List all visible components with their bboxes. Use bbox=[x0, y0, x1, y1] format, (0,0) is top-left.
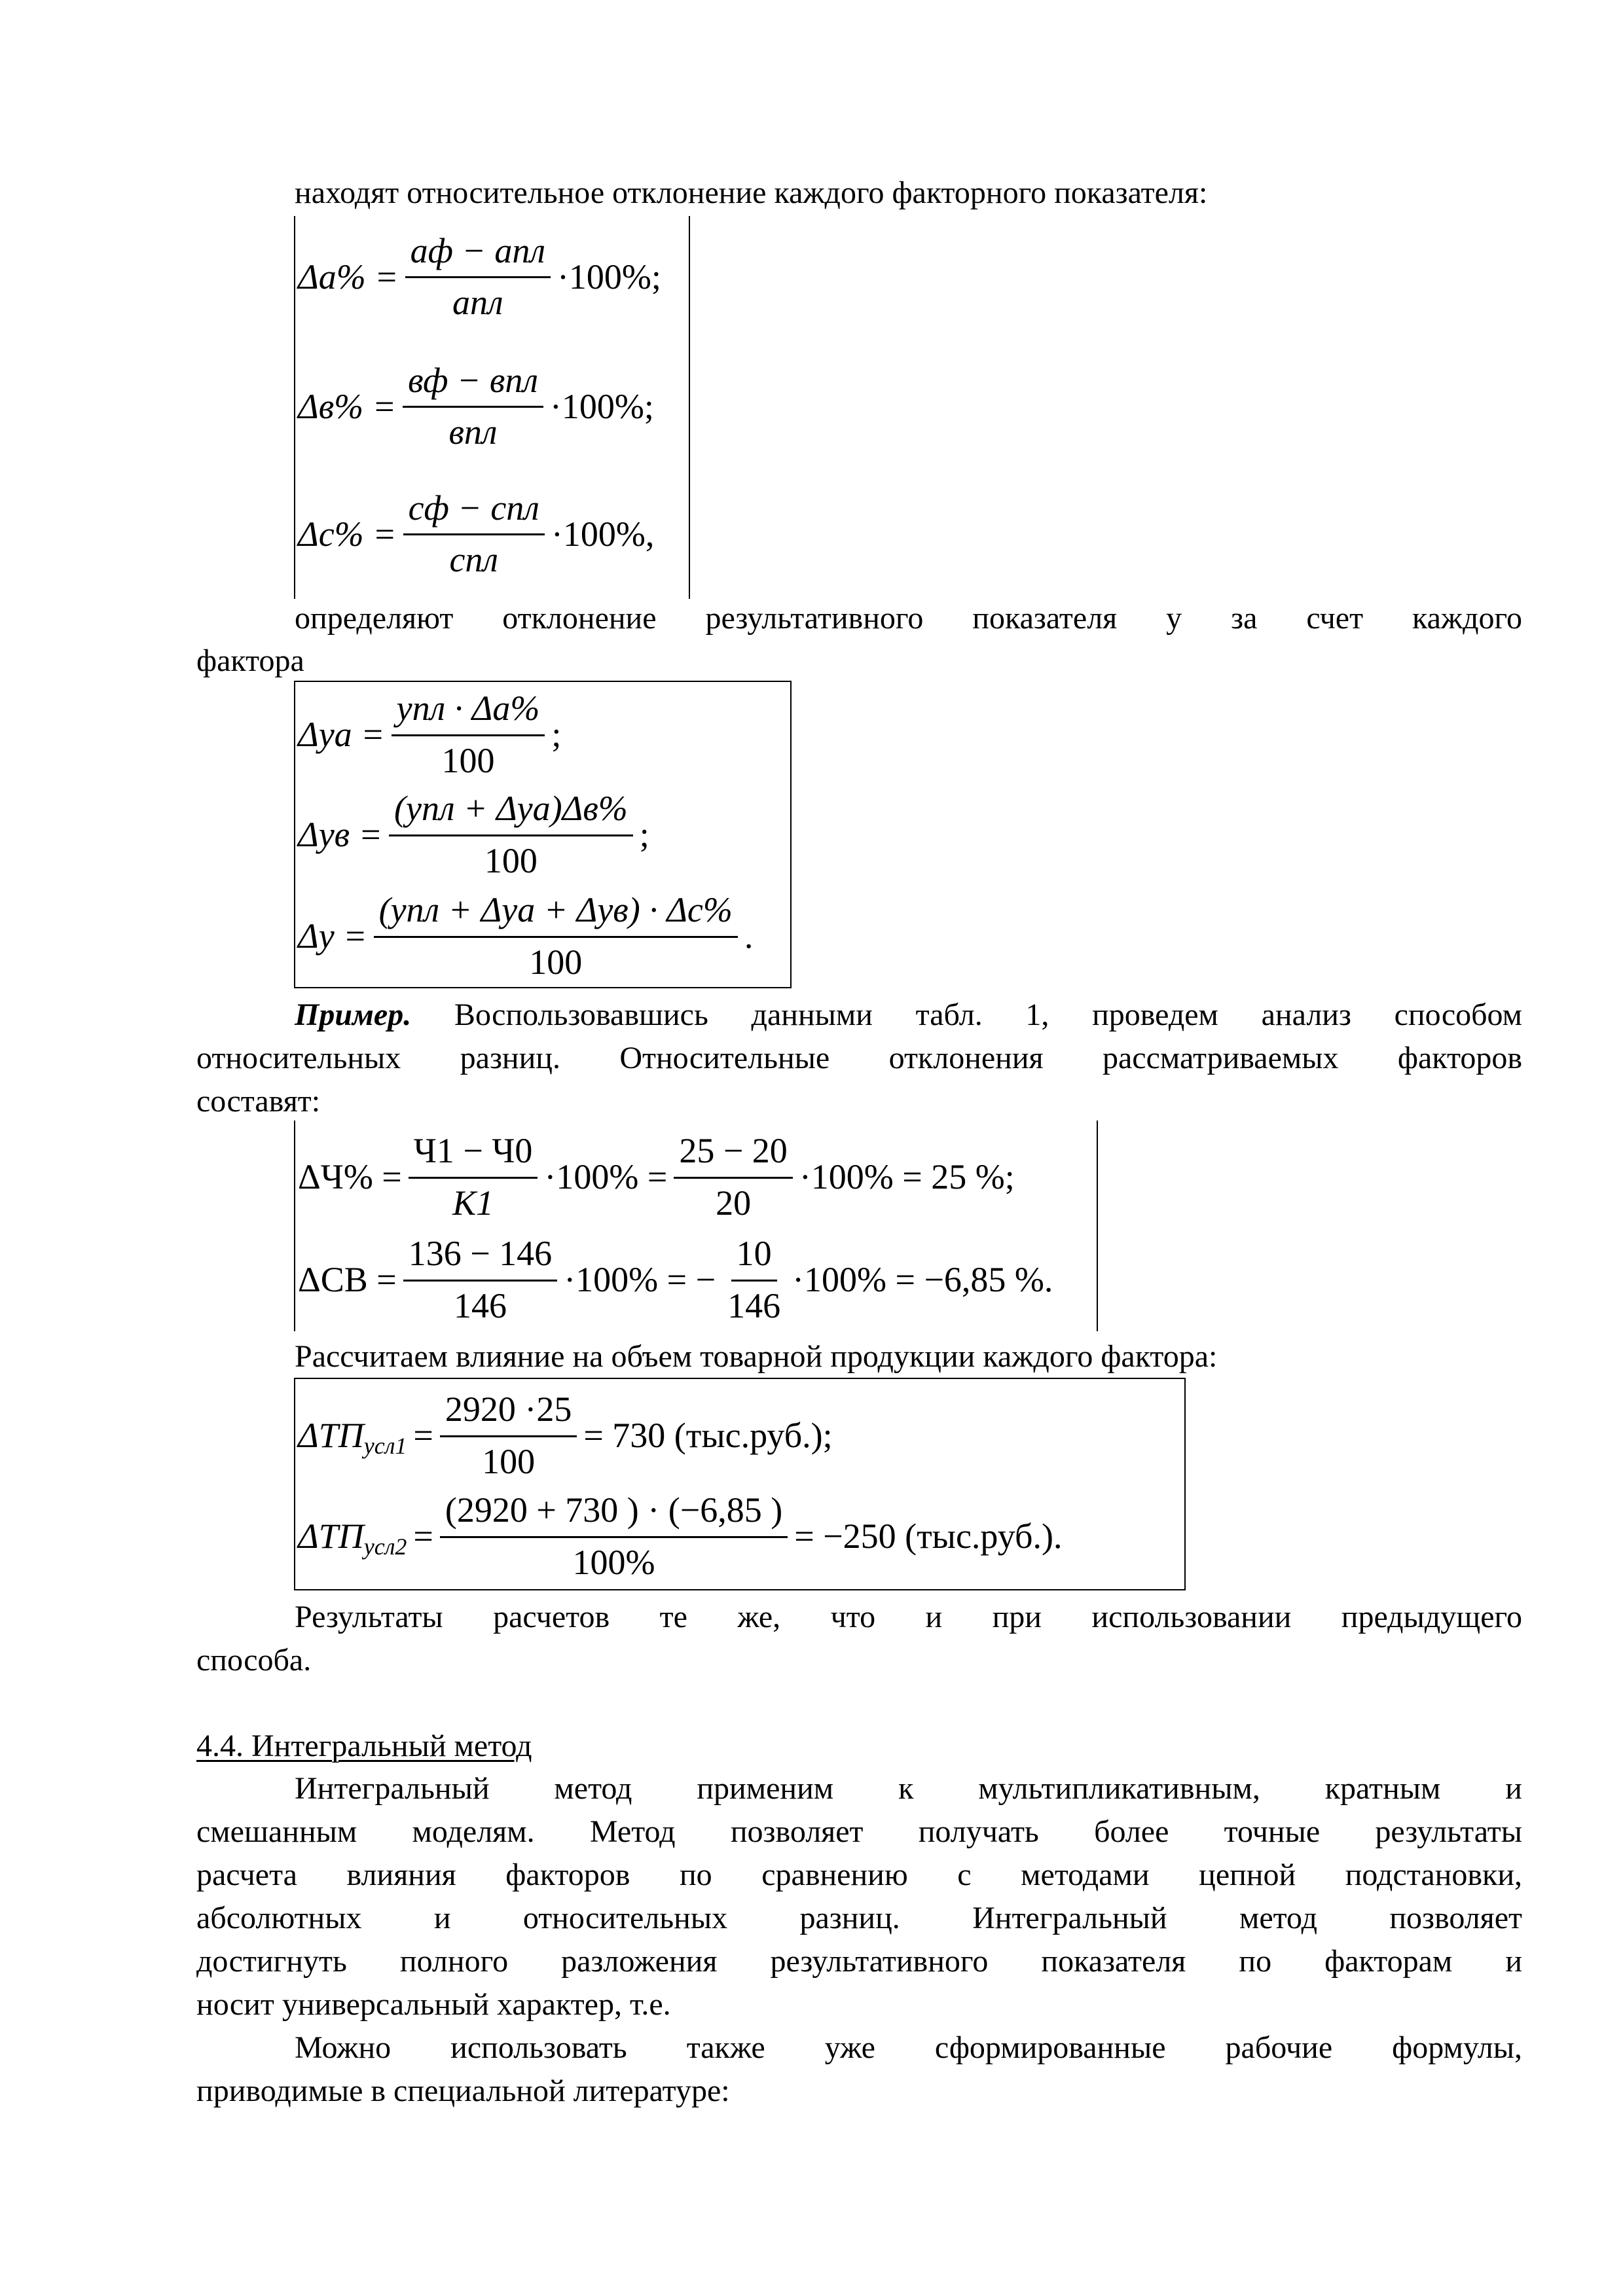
denominator: 100 bbox=[529, 942, 583, 982]
numerator: (2920 + 730 ) · (−6,85 ) bbox=[440, 1490, 788, 1537]
para4-line2: способа. bbox=[196, 1643, 312, 1677]
para5-line: достигнуть полного разложения результативного показателя по факторам и bbox=[196, 1944, 1522, 1979]
lhs: Δy = bbox=[298, 916, 367, 956]
para5-line: носит универсальный характер, т.е. bbox=[196, 1987, 671, 2022]
lhs: Δв% = bbox=[298, 386, 397, 426]
formula-delta-v bbox=[298, 349, 654, 463]
numerator: cф − cпл bbox=[403, 488, 545, 535]
tail: ; bbox=[639, 815, 649, 854]
formula-delta-y bbox=[298, 890, 753, 982]
denominator: К1 bbox=[452, 1183, 494, 1223]
fraction-2 bbox=[674, 1130, 792, 1223]
denominator: впл bbox=[448, 412, 498, 452]
numerator: 10 bbox=[731, 1233, 777, 1281]
numerator: Ч1 − Ч0 bbox=[409, 1130, 538, 1178]
section-heading: 4.4. Интегральный метод bbox=[196, 1729, 532, 1763]
para5-line: абсолютных и относительных разниц. Интегральный метод позволяет bbox=[196, 1901, 1522, 1935]
numerator: 2920 ·25 bbox=[440, 1389, 577, 1437]
numerator: aф − aпл bbox=[405, 230, 551, 278]
denominator: 100% bbox=[572, 1542, 655, 1582]
para2-line1: определяют отклонение результативного показателя y за счет каждого bbox=[295, 601, 1522, 636]
fraction bbox=[403, 360, 543, 452]
formula-delta-yb bbox=[298, 789, 649, 880]
equals: = bbox=[413, 1516, 433, 1556]
para6-line: приводимые в специальной литературе: bbox=[196, 2073, 730, 2108]
lhs: Δyа = bbox=[298, 715, 385, 754]
para2-line2: фактора bbox=[196, 643, 304, 678]
para5-line: смешанным моделям. Метод позволяет получать более точные результаты bbox=[196, 1814, 1522, 1849]
example-line2: относительных разниц. Относительные отклонения рассматриваемых факторов bbox=[196, 1041, 1522, 1075]
example-line1 bbox=[295, 994, 1522, 1037]
para5-line: Интегральный метод применим к мультипликативным, кратным и bbox=[295, 1771, 1522, 1806]
denominator: 100 bbox=[441, 740, 495, 780]
formula-delta-a bbox=[298, 219, 661, 334]
intro-text: находят относительное отклонение каждого факторного показателя: bbox=[295, 175, 1208, 210]
tail: ; bbox=[551, 715, 562, 754]
example-label: Пример. bbox=[295, 997, 412, 1032]
lhs-subscript: усл1 bbox=[363, 1433, 407, 1459]
formula-delta-ch bbox=[298, 1124, 1015, 1229]
fraction-1 bbox=[403, 1233, 557, 1325]
denominator: 146 bbox=[453, 1285, 507, 1325]
formula-tp2 bbox=[298, 1487, 1062, 1585]
lhs: ΔСВ = bbox=[298, 1260, 397, 1299]
denominator: cпл bbox=[449, 540, 498, 579]
fraction bbox=[405, 230, 551, 323]
fraction bbox=[374, 889, 738, 982]
numerator: (yпл + Δyа)Δв% bbox=[389, 788, 633, 836]
fraction bbox=[392, 688, 545, 780]
fraction-1 bbox=[409, 1130, 538, 1223]
formula-delta-sv bbox=[298, 1230, 1053, 1329]
para5-line: расчета влияния факторов по сравнению с методами цепной подстановки, bbox=[196, 1857, 1522, 1892]
tail: = −250 (тыс.руб.). bbox=[794, 1516, 1063, 1556]
fraction-2 bbox=[722, 1233, 786, 1325]
tail: ·100% = −6,85 %. bbox=[792, 1260, 1053, 1299]
lhs: ΔТП bbox=[298, 1416, 364, 1455]
example-text: Воспользовавшись данными табл. 1, проведем анализ способом bbox=[454, 997, 1523, 1032]
lhs: Δyв = bbox=[298, 815, 383, 854]
fraction bbox=[403, 488, 545, 580]
numerator: 136 − 146 bbox=[403, 1233, 557, 1281]
tail: ·100%, bbox=[551, 514, 655, 554]
tail: ·100%; bbox=[549, 386, 654, 426]
tail: = 730 (тыс.руб.); bbox=[583, 1416, 833, 1455]
numerator: вф − впл bbox=[403, 360, 543, 408]
denominator: 20 bbox=[716, 1183, 752, 1223]
equals: = bbox=[413, 1416, 433, 1455]
mid: ·100% = − bbox=[564, 1260, 716, 1299]
numerator: (yпл + Δyа + Δyв) · Δc% bbox=[374, 889, 738, 937]
numerator: 25 − 20 bbox=[674, 1130, 792, 1178]
para3: Рассчитаем влияние на объем товарной продукции каждого фактора: bbox=[295, 1339, 1218, 1374]
lhs: Δa% = bbox=[298, 257, 399, 296]
tail: ·100% = 25 %; bbox=[799, 1157, 1015, 1196]
denominator: aпл bbox=[452, 283, 503, 322]
lhs: ΔТП bbox=[298, 1516, 364, 1556]
lhs: ΔЧ% = bbox=[298, 1157, 402, 1196]
para6-line: Можно использовать также уже сформированные рабочие формулы, bbox=[295, 2030, 1522, 2065]
formula-tp1 bbox=[298, 1386, 833, 1484]
fraction bbox=[389, 788, 633, 880]
tail: ·100%; bbox=[556, 257, 661, 296]
denominator: 100 bbox=[482, 1441, 536, 1481]
numerator: yпл · Δa% bbox=[392, 688, 545, 736]
fraction bbox=[440, 1490, 788, 1582]
denominator: 100 bbox=[484, 840, 538, 880]
lhs: Δc% = bbox=[298, 514, 397, 554]
formula-delta-c bbox=[298, 476, 654, 591]
mid: ·100% = bbox=[544, 1157, 668, 1196]
formula-delta-ya bbox=[298, 689, 561, 780]
example-line3: составят: bbox=[196, 1084, 321, 1119]
denominator: 146 bbox=[727, 1285, 781, 1325]
fraction bbox=[440, 1389, 577, 1481]
lhs-subscript: усл2 bbox=[363, 1534, 407, 1560]
tail: . bbox=[744, 916, 754, 956]
para4-line1: Результаты расчетов те же, что и при использовании предыдущего bbox=[295, 1600, 1522, 1634]
